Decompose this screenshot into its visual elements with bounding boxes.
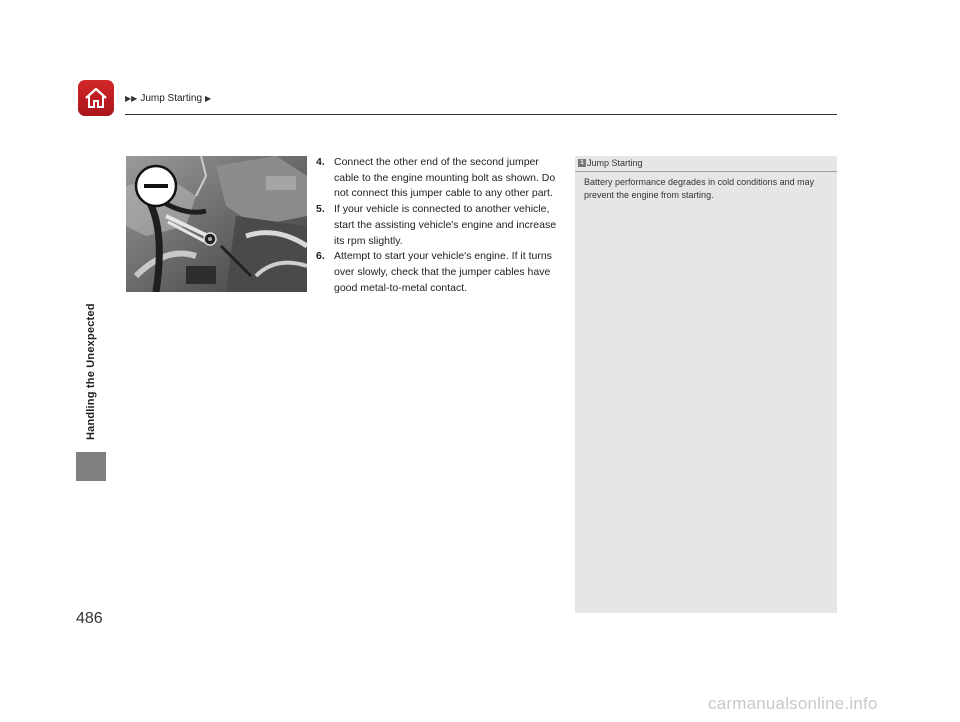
home-icon: [83, 86, 109, 110]
step-item: [316, 249, 566, 296]
note-marker-icon: 1: [578, 159, 586, 167]
section-tab[interactable]: [76, 130, 106, 450]
home-button[interactable]: [78, 80, 114, 116]
note-title: Jump Starting: [587, 158, 643, 168]
step-number: 5.: [316, 203, 325, 216]
breadcrumb-label[interactable]: Jump Starting: [140, 93, 203, 104]
instruction-steps: [316, 155, 566, 296]
page-number: 486: [76, 610, 103, 627]
step-item: [316, 202, 566, 249]
step-item: [316, 155, 566, 202]
engine-photo: [126, 156, 307, 292]
step-text: If your vehicle is connected to another vehicle, start the assisting vehicle's engine and increase its rpm slightly.: [334, 203, 557, 247]
section-label: Handling the Unexpected: [85, 303, 97, 440]
header-rule: [125, 114, 837, 115]
breadcrumb-arrows: ▶▶: [125, 94, 138, 103]
note-body: Battery performance degrades in cold conditions and may prevent the engine from starting.: [584, 177, 815, 200]
step-text: Connect the other end of the second jumper cable to the engine mounting bolt as shown. Do not connect this jumper cable to any other part.: [334, 156, 556, 200]
note-header: [575, 156, 837, 172]
step-number: 4.: [316, 156, 325, 168]
section-indicator: [76, 452, 106, 481]
step-number: 6.: [316, 250, 325, 263]
step-text: Attempt to start your vehicle's engine. If it turns over slowly, check that the jumper cables have good metal-to-metal contact.: [334, 250, 552, 294]
note-panel: [575, 156, 837, 613]
breadcrumb-tail-arrow: ▶: [205, 94, 212, 103]
watermark: carmanualsonline.info: [708, 694, 878, 713]
breadcrumb[interactable]: [125, 93, 211, 104]
